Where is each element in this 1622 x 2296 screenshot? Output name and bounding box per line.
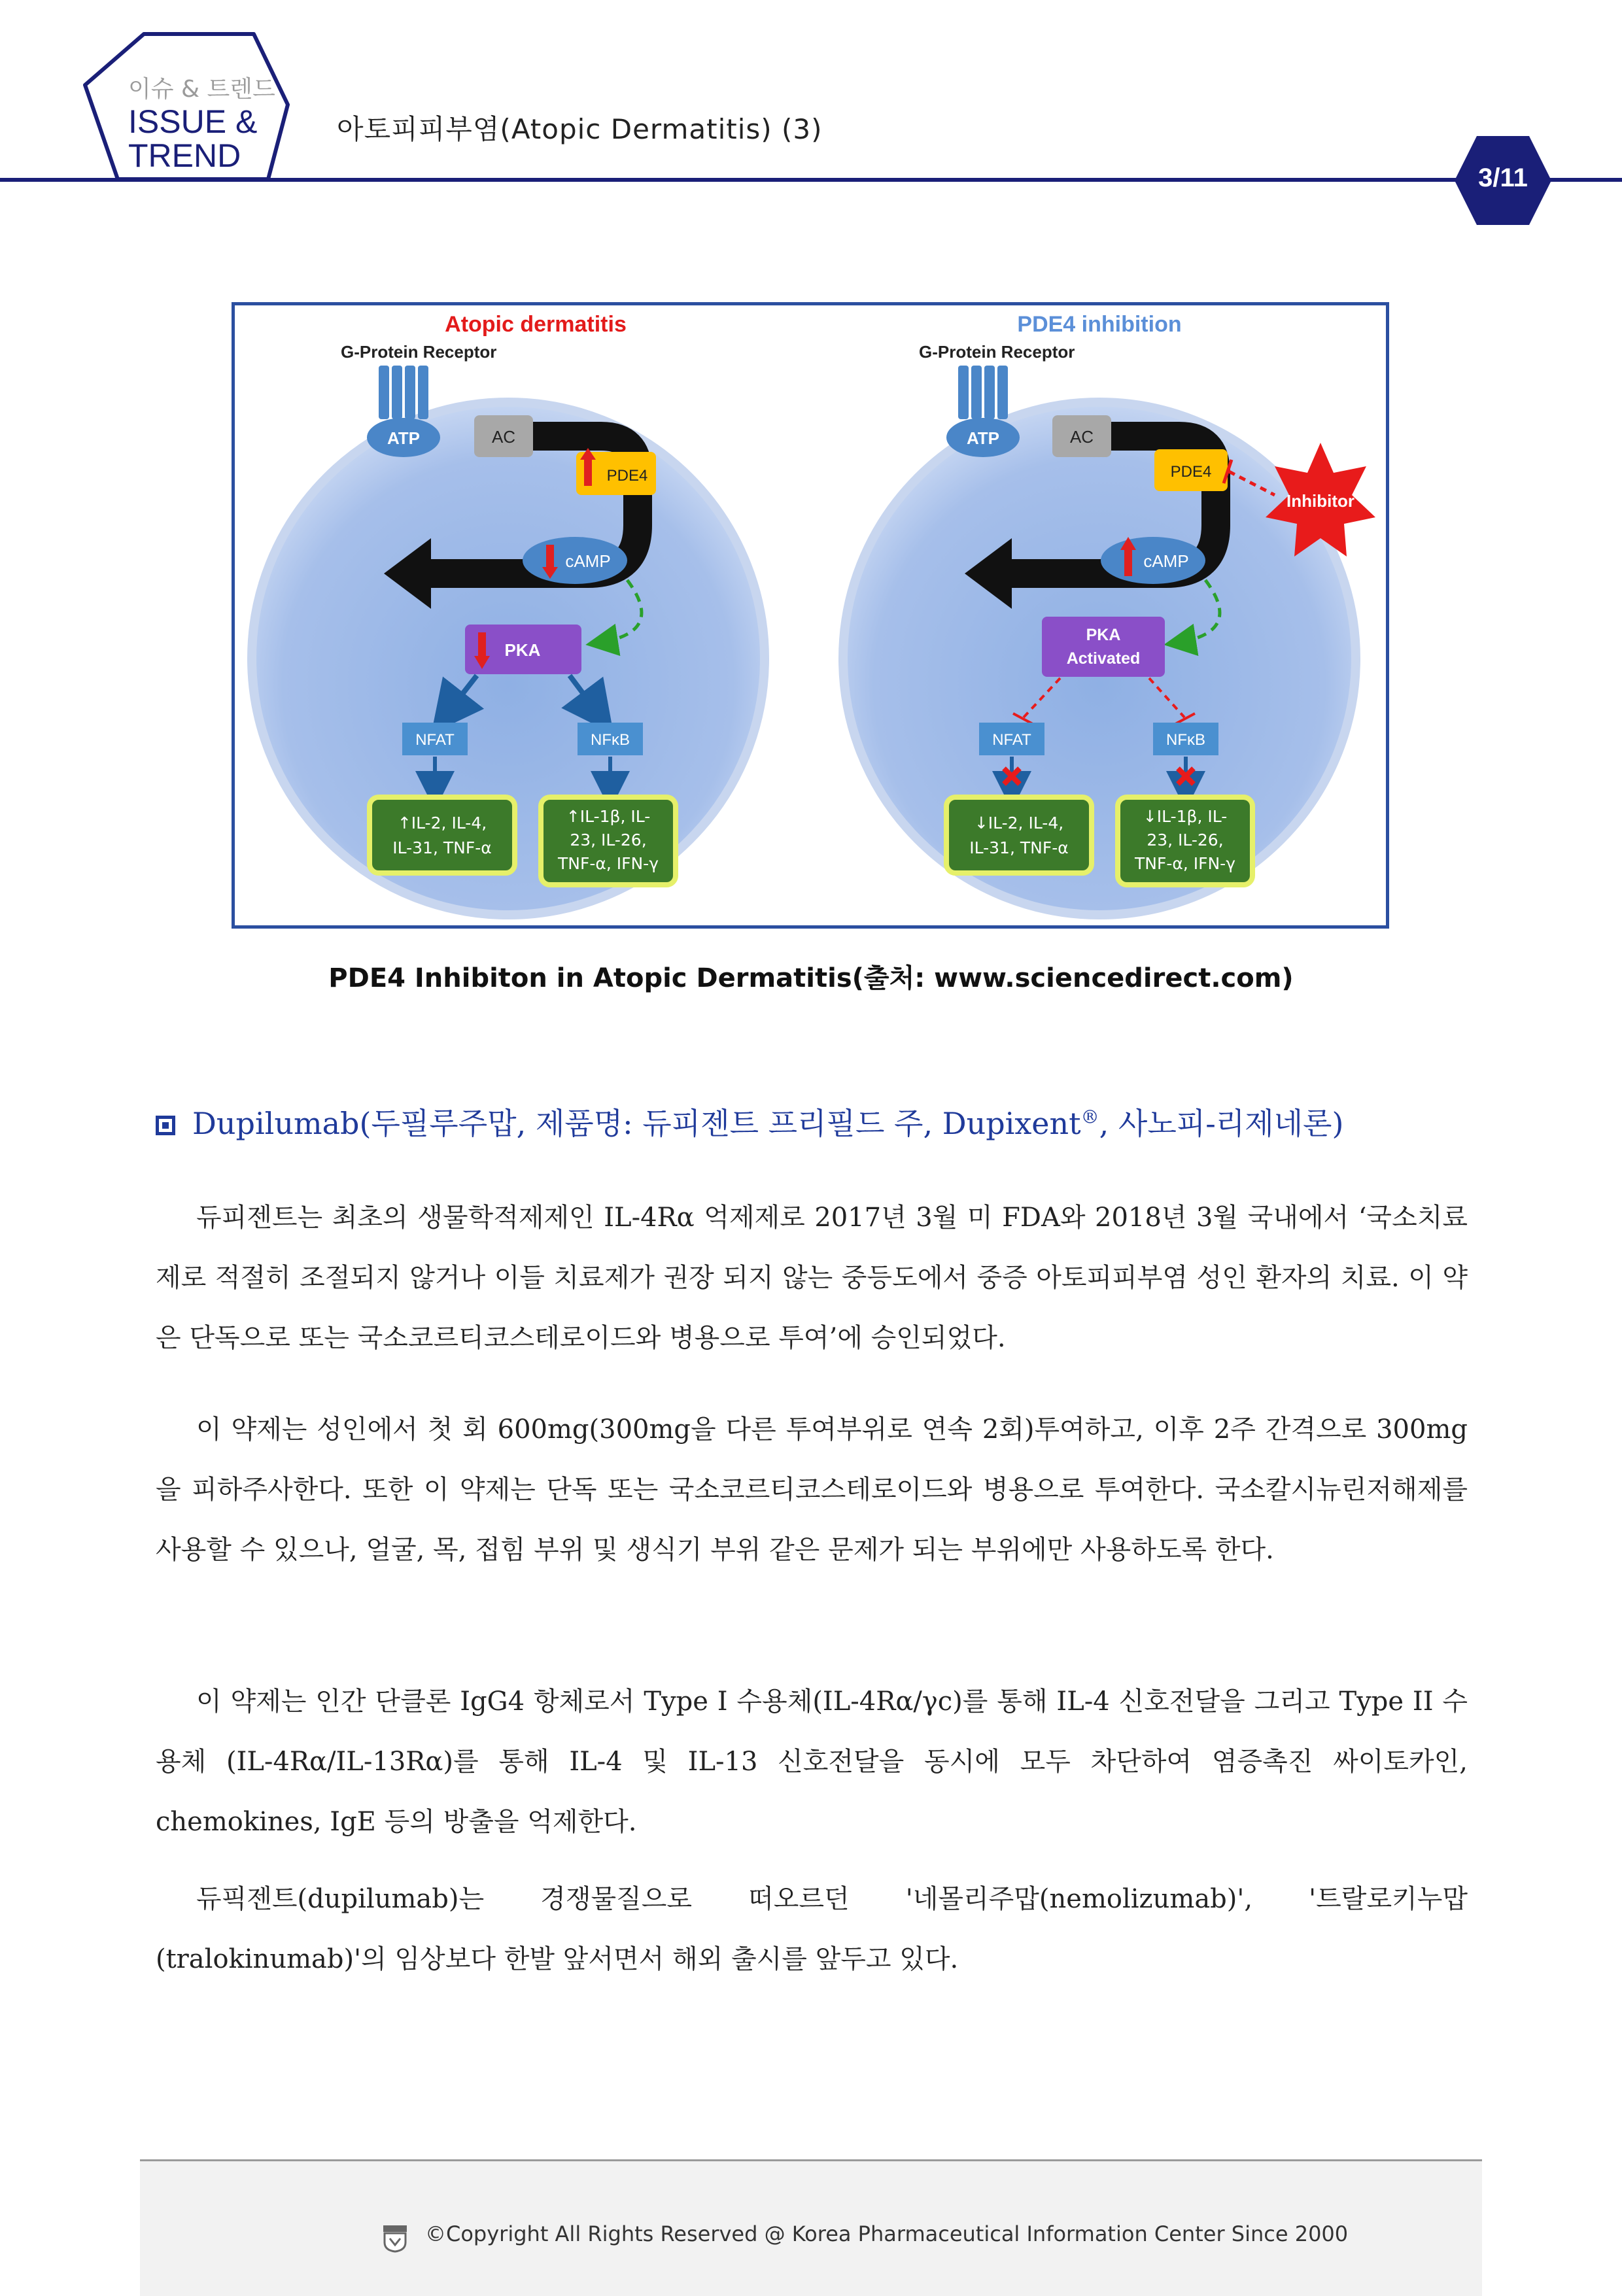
header-kicker: 이슈 & 트렌드 (128, 76, 275, 103)
right-atp-label: ATP (966, 428, 1000, 448)
right-output-2-line3: TNF-α, IFN-γ (1134, 854, 1236, 873)
right-panel (843, 312, 1375, 915)
paragraph-dosage: 이 약제는 성인에서 첫 회 600mg(300mg을 다른 투여부위로 연속 2회)투여하고, 이후 2주 간격으로 300mg을 피하주사한다. 또한 이 약제는 단독 또는 국소코르티코스테로이드와 병용으로 투여한다. 국소칼시뉴린저해제를 사용할 수 있으나, 얼굴, 목, 접힘 부위 및 생식기 부위 같은 문제가 되는 부위에만 사용하도록 한다. (156, 1414, 1468, 1565)
right-receptor-icon (958, 366, 1008, 419)
right-camp-label: cAMP (1143, 551, 1189, 571)
left-output-2-line3: TNF-α, IFN-γ (557, 854, 659, 873)
section-heading-tail: , 사노피-리제네론) (1099, 1106, 1344, 1141)
right-pde4-label: PDE4 (1170, 463, 1212, 481)
left-output-1 (370, 797, 515, 873)
right-receptor-label: G-Protein Receptor (919, 342, 1075, 362)
left-receptor-icon (379, 366, 428, 419)
left-camp-down-arrow (546, 545, 554, 570)
bullet-square-icon (156, 1116, 175, 1135)
right-camp-up-arrow (1124, 547, 1132, 576)
left-camp-label: cAMP (565, 551, 611, 571)
kpic-logo-icon (382, 2224, 408, 2253)
left-output-2-line1: ↑IL-1β, IL- (566, 807, 651, 826)
left-receptor-label: G-Protein Receptor (341, 342, 497, 362)
paragraph-approval: 듀피젠트는 최초의 생물학적제제인 IL-4Rα 억제제로 2017년 3월 미 FDA와 2018년 3월 국내에서 ‘국소치료제로 적절히 조절되지 않거나 이들 치료제가 권장 되지 않는 중등도에서 중증 아토피피부염 성인 환자의 치료. 이 약은 단독으로 또는 국소코르티코스테로이드와 병용으로 투여’에 승인되었다. (156, 1203, 1468, 1353)
right-output-1-line1: ↓IL-2, IL-4, (974, 814, 1064, 832)
pathway-figure (232, 302, 1389, 929)
left-panel (252, 312, 765, 915)
right-output-1 (946, 797, 1092, 873)
right-output-1-line2: IL-31, TNF-α (969, 838, 1069, 857)
left-output-1-line2: IL-31, TNF-α (392, 838, 492, 857)
left-pde4-label: PDE4 (606, 467, 648, 485)
header-tab-line2: TREND (128, 137, 241, 174)
registered-mark: ® (1080, 1106, 1099, 1128)
right-inhibitor-label: Inhibitor (1286, 491, 1355, 511)
right-output-2-line1: ↓IL-1β, IL- (1143, 807, 1228, 826)
left-output-1-line1: ↑IL-2, IL-4, (397, 814, 487, 832)
section-heading-text: Dupilumab(두필루주맙, 제품명: 듀피젠트 프리필드 주, Dupixent (192, 1106, 1081, 1141)
copyright-text: ©Copyright All Rights Reserved @ Korea Pharmaceutical Information Center Since 2000 (425, 2221, 1349, 2246)
left-pde4-up-arrow (584, 457, 592, 486)
right-panel-title: PDE4 inhibition (1017, 312, 1182, 337)
footer (140, 2159, 1482, 2296)
left-atp-label: ATP (387, 428, 421, 448)
left-output-2-line2: 23, IL-26, (570, 831, 647, 849)
section-heading (156, 1100, 1483, 1143)
paragraph-mechanism: 이 약제는 인간 단클론 IgG4 항체로서 Type I 수용체(IL-4Rα/γc)를 통해 IL-4 신호전달을 그리고 Type II 수용체 (IL-4Rα/IL-13Rα)를 통해 IL-4 및 IL-13 신호전달을 동시에 모두 차단하여 염증촉진 싸이토카인, chemokines, IgE 등의 방출을 억제한다. (156, 1687, 1468, 1837)
left-pka-label: PKA (504, 640, 541, 660)
right-nfat-label: NFAT (992, 731, 1031, 749)
header-rule (0, 178, 1622, 182)
right-output-2-line2: 23, IL-26, (1147, 831, 1224, 849)
right-pka-label-2: Activated (1066, 649, 1141, 668)
header-tab-line1: ISSUE & (128, 103, 258, 140)
right-pka-label-1: PKA (1086, 626, 1121, 644)
header-tab-title (128, 105, 257, 173)
pathway-diagram (235, 305, 1386, 925)
figure-caption: PDE4 Inhibiton in Atopic Dermatitis(출처: www.sciencedirect.com) (328, 963, 1294, 993)
left-nfkb-label: NFκB (591, 731, 630, 749)
paragraph-competition: 듀픽젠트(dupilumab)는 경쟁물질으로 떠오르던 '네몰리주맙(nemolizumab)', '트랄로키누맙(tralokinumab)'의 임상보다 한발 앞서면서 해외 출시를 앞두고 있다. (156, 1884, 1468, 1974)
right-ac-label: AC (1069, 427, 1094, 447)
right-nfkb-label: NFκB (1166, 731, 1205, 749)
left-ac-label: AC (491, 427, 516, 447)
left-panel-title: Atopic dermatitis (445, 312, 627, 337)
page-number: 3/11 (1478, 163, 1528, 192)
header-title: 아토피피부염(Atopic Dermatitis) (3) (337, 113, 823, 145)
left-nfat-label: NFAT (415, 731, 455, 749)
